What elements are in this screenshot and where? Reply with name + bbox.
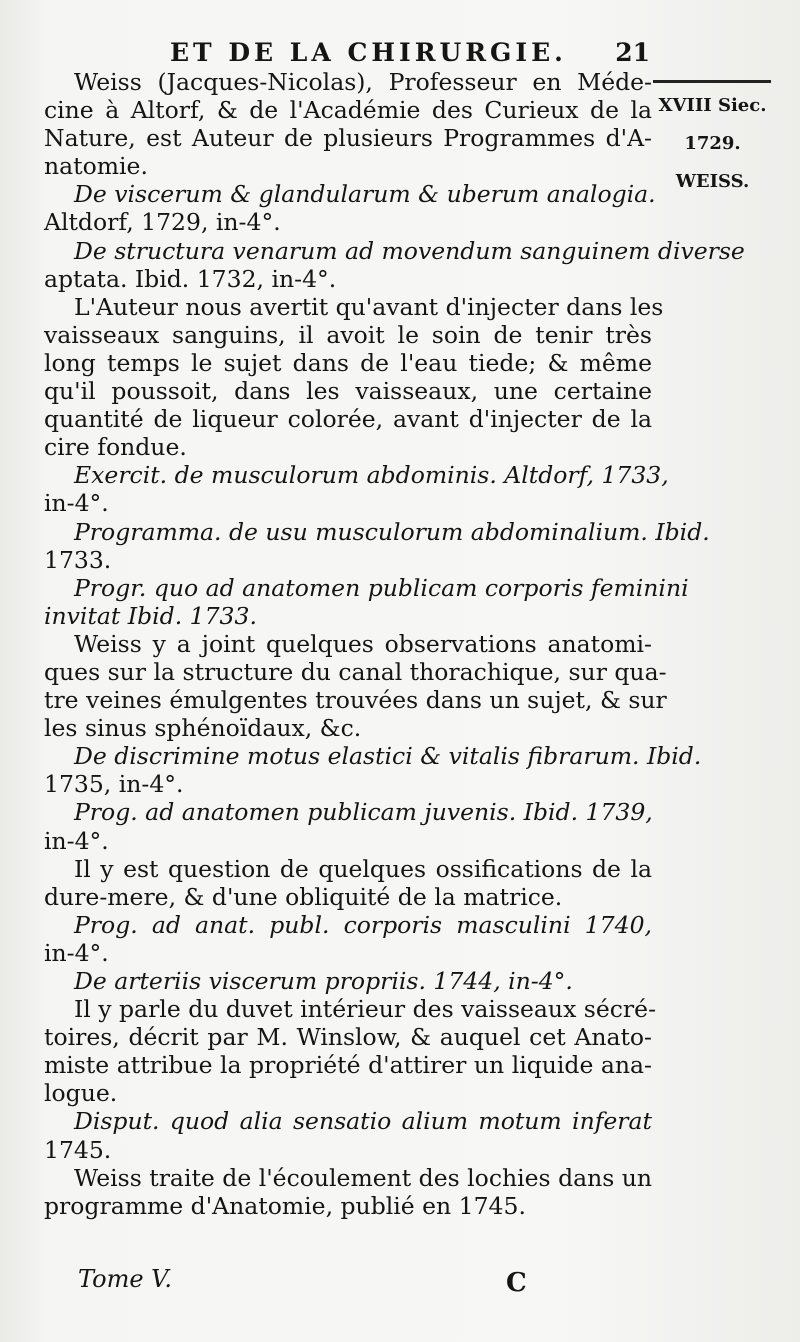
text-line: Disput. quod alia sensatio alium motum inferat <box>74 1107 652 1136</box>
volume-label: Tome V. <box>78 1265 172 1293</box>
margin-note-century: XVIII Siec. <box>658 95 767 116</box>
text-line: Prog. ad anat. publ. corporis masculini 1740, <box>74 910 652 939</box>
text-line: 1745. <box>44 1135 112 1164</box>
text-line: long temps le sujet dans de l'eau tiede; & même <box>44 348 652 377</box>
text-line: De viscerum & glandularum & uberum analogia. <box>74 180 656 209</box>
text-line: Programma. de usu musculorum abdominalium. Ibid. <box>74 517 710 546</box>
text-line: Exercit. de musculorum abdominis. Altdorf, 1733, <box>74 461 669 490</box>
margin-rule <box>653 80 771 83</box>
text-line: Weiss y a joint quelques observations anatomi- <box>74 629 652 658</box>
text-line: Prog. ad anatomen publicam juvenis. Ibid. 1739, <box>74 798 653 827</box>
text-line: Il y parle du duvet intérieur des vaisseaux sécré- <box>74 995 657 1024</box>
text-line: Weiss traite de l'écoulement des lochies dans un <box>74 1163 653 1192</box>
text-line: cire fondue. <box>44 433 187 462</box>
text-line: De structura venarum ad movendum sanguinem diverse <box>74 236 745 265</box>
text-line: programme d'Anatomie, publié en 1745. <box>44 1191 526 1220</box>
signature-mark: C <box>506 1268 527 1298</box>
text-line: les sinus sphénoïdaux, &c. <box>44 714 362 743</box>
text-line: in-4°. <box>44 489 109 518</box>
text-line: cine à Altorf, & de l'Académie des Curieux de la <box>44 96 652 125</box>
text-line: quantité de liqueur colorée, avant d'injecter de la <box>44 405 652 434</box>
text-line: De arteriis viscerum propriis. 1744, in-4°. <box>74 967 573 995</box>
text-line: toires, décrit par M. Winslow, & auquel cet Anato- <box>44 1023 652 1052</box>
text-line: Il y est question de quelques ossifications de la <box>74 854 652 883</box>
text-line: Weiss (Jacques-Nicolas), Professeur en Méde- <box>74 68 652 96</box>
text-line: 1735, in-4°. <box>44 770 184 799</box>
text-line: De discrimine motus elastici & vitalis fibrarum. Ibid. <box>74 742 702 771</box>
text-line: vaisseaux sanguins, il avoit le soin de tenir très <box>44 320 652 349</box>
text-line: Progr. quo ad anatomen publicam corporis feminini <box>74 573 689 602</box>
text-line: 1733. <box>44 545 112 574</box>
text-line: miste attribue la propriété d'attirer un liquide ana- <box>44 1051 652 1080</box>
text-line: dure-mere, & d'une obliquité de la matrice. <box>44 882 563 911</box>
margin-note-author: WEISS. <box>675 171 750 192</box>
text-line: aptata. Ibid. 1732, in-4°. <box>44 264 337 293</box>
text-line: invitat Ibid. 1733. <box>44 601 257 630</box>
page-number: 21 <box>615 38 650 67</box>
text-line: logue. <box>44 1079 118 1108</box>
text-line: in-4°. <box>44 826 109 855</box>
text-line: in-4°. <box>44 938 109 967</box>
text-line: tre veines émulgentes trouvées dans un sujet, & sur <box>44 686 667 715</box>
text-line: Nature, est Auteur de plusieurs Programmes d'A- <box>44 124 652 153</box>
text-line: natomie. <box>44 152 148 181</box>
text-line: L'Auteur nous avertit qu'avant d'injecter dans les <box>74 292 664 321</box>
text-line: Altdorf, 1729, in-4°. <box>44 208 281 237</box>
running-header <box>170 38 650 67</box>
text-line: ques sur la structure du canal thorachique, sur qua- <box>44 657 667 686</box>
margin-note-year: 1729. <box>684 133 741 154</box>
header-title: ET DE LA CHIRURGIE. <box>170 38 567 67</box>
text-line: qu'il poussoit, dans les vaisseaux, une certaine <box>44 377 652 406</box>
